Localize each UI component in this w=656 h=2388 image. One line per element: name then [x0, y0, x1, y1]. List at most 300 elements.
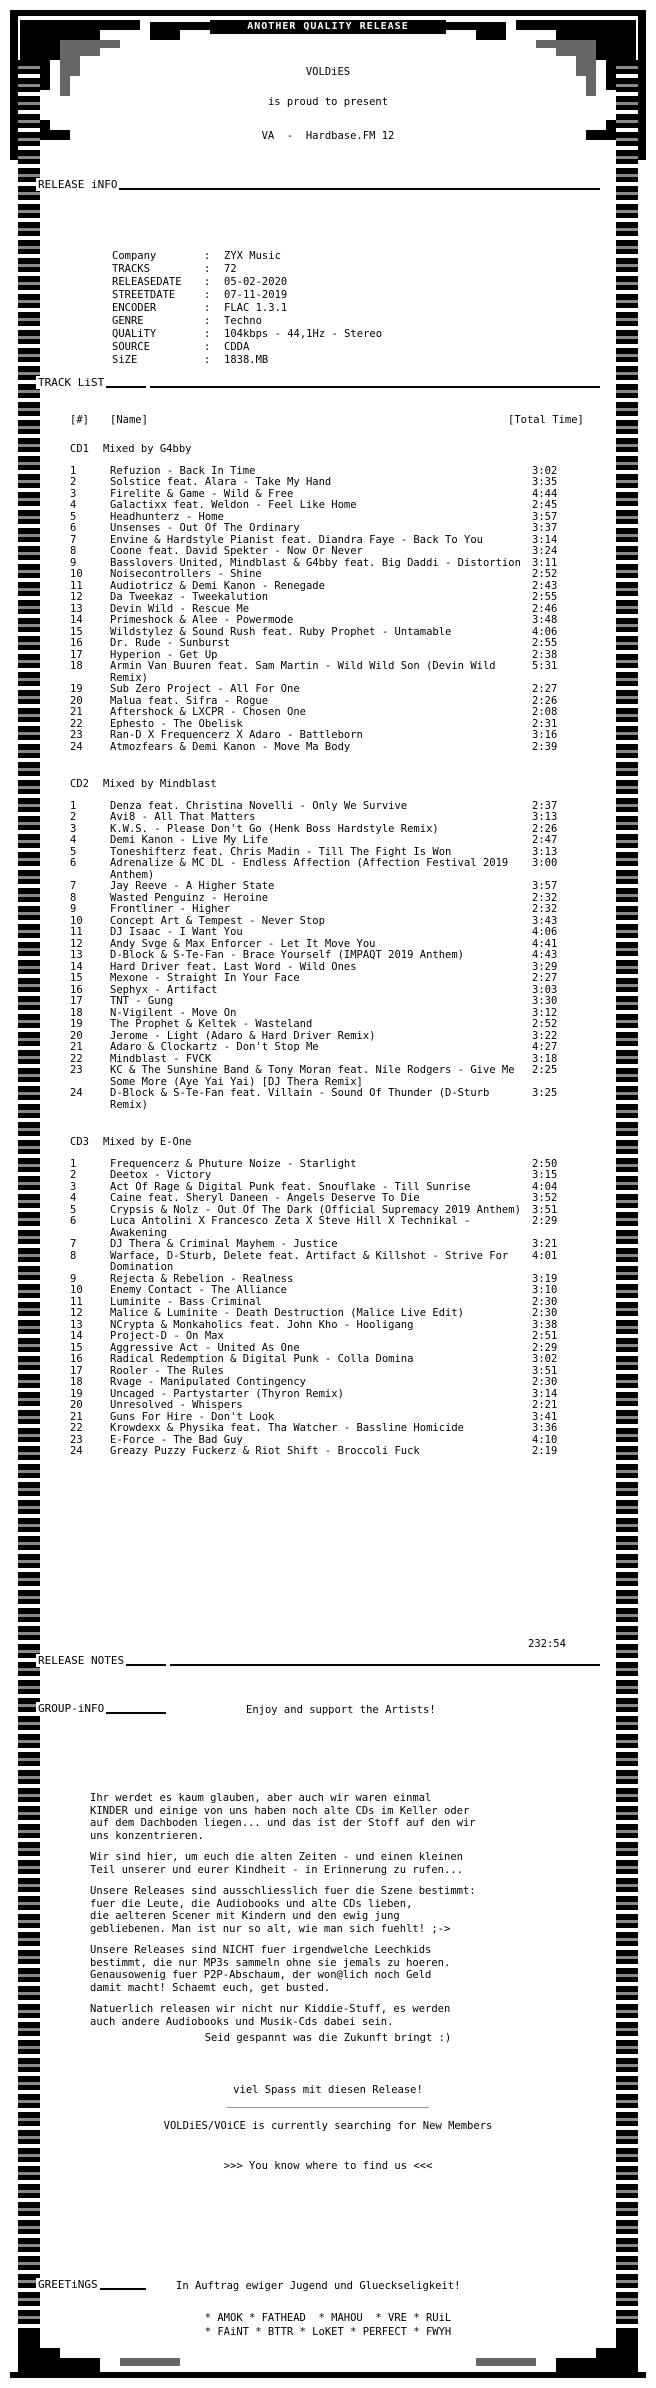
track-row: [70, 1088, 580, 1111]
track-title: Primeshock & Alee - Powermode: [110, 614, 294, 626]
track-number: 4: [70, 1192, 77, 1204]
track-title: Adrenalize & MC DL - Endless Affection (Affection Festival 2019 Anthem): [110, 857, 509, 881]
group-tagline: Enjoy and support the Artists!: [246, 1704, 436, 1716]
spacer: [70, 1111, 580, 1123]
track-title: The Prophet & Keltek - Wasteland: [110, 1018, 313, 1030]
divider: [150, 386, 600, 388]
release-info-key: SiZE: [112, 354, 138, 366]
track-row: [70, 1019, 580, 1031]
track-duration: 3:18: [532, 1052, 558, 1065]
notes-paragraph: Unsere Releases sind NICHT fuer irgendwelche Leechkids bestimmt, die nur MP3s sammeln ohne sie jemals zu hoeren. Genausowenig fuer P2P-Abschaum, der won@lich noch Geld damit macht! Schaemt euch, get busted.: [90, 1944, 451, 1994]
track-title: Act Of Rage & Digital Punk feat. Snouflake - Till Sunrise: [110, 1180, 471, 1193]
track-number: 3: [70, 822, 77, 835]
track-duration: 2:45: [532, 499, 558, 511]
track-duration: 2:39: [532, 740, 558, 753]
track-duration: 3:14: [532, 533, 558, 546]
track-number: 15: [70, 625, 83, 638]
track-duration: 2:37: [532, 799, 558, 812]
track-title: Luminite - Bass Criminal: [110, 1295, 262, 1308]
track-title: Crypsis & Nolz - Out Of The Dark (Official Supremacy 2019 Anthem): [110, 1203, 521, 1216]
track-duration: 2:55: [532, 637, 558, 649]
track-number: 15: [70, 1341, 83, 1354]
track-row: [70, 1251, 580, 1274]
track-duration: 3:02: [532, 464, 558, 477]
track-number: 23: [70, 729, 83, 741]
track-number: 2: [70, 811, 77, 823]
cd-id: CD2: [70, 778, 89, 790]
track-row: [70, 858, 580, 881]
track-row: [70, 1308, 580, 1320]
cd-mixed-by: Mixed by E-One: [102, 1136, 192, 1148]
banner: ANOTHER QUALITY RELEASE: [210, 20, 446, 34]
track-title: D-Block & S-Te-Fan feat. Villain - Sound Of Thunder (D-Sturb Remix): [110, 1087, 490, 1111]
group-name: VOLDiES: [305, 66, 351, 78]
track-title: Unsenses - Out Of The Ordinary: [110, 522, 300, 534]
track-number: 8: [70, 545, 77, 557]
track-title: Da Tweekaz - Tweekalution: [110, 591, 269, 603]
track-title: Armin Van Buuren feat. Sam Martin - Wild Wild Son (Devin Wild Remix): [110, 660, 496, 684]
release-info-row: [112, 276, 382, 289]
track-title: Rooler - The Rules: [110, 1364, 224, 1377]
track-title: Wildstylez & Sound Rush feat. Ruby Prophet - Untamable: [110, 625, 452, 638]
track-duration: 2:32: [532, 891, 558, 904]
track-number: 10: [70, 1284, 83, 1296]
release-info-row: [112, 302, 382, 315]
track-title: Greazy Puzzy Fuckerz & Riot Shift - Broccoli Fuck: [110, 1445, 420, 1457]
track-duration: 3:52: [532, 1192, 558, 1204]
track-duration: 2:38: [532, 648, 558, 661]
track-title: Galactixx feat. Weldon - Feel Like Home: [110, 499, 357, 511]
track-row: [70, 1170, 580, 1182]
track-title: Toneshifterz feat. Chris Madin - Till The Fight Is Won: [110, 845, 452, 858]
track-number: 14: [70, 960, 83, 973]
track-number: 23: [70, 1064, 83, 1076]
track-duration: 2:52: [532, 1018, 558, 1030]
track-duration: 3:48: [532, 614, 558, 626]
track-row: [70, 973, 580, 985]
track-title: Enemy Contact - The Alliance: [110, 1284, 288, 1296]
track-duration: 2:31: [532, 717, 558, 730]
release-info-row: [112, 341, 382, 354]
track-row: [70, 950, 580, 962]
track-number: 5: [70, 510, 77, 523]
track-duration: 2:51: [532, 1330, 558, 1342]
release-info-table: [112, 250, 382, 367]
track-duration: 3:11: [532, 556, 558, 569]
track-title: TNT - Gung: [110, 995, 174, 1007]
track-duration: 2:30: [532, 1307, 558, 1319]
track-row: [70, 927, 580, 939]
separator: :: [204, 302, 211, 314]
track-number: 23: [70, 1433, 83, 1446]
track-number: 13: [70, 602, 83, 615]
release-info-key: GENRE: [112, 315, 144, 327]
track-number: 20: [70, 1399, 83, 1411]
track-title: Hard Driver feat. Last Word - Wild Ones: [110, 960, 357, 973]
separator: :: [204, 341, 211, 353]
track-duration: 2:52: [532, 568, 558, 580]
track-number: 24: [70, 1087, 83, 1099]
track-title: Headhunterz - Home: [110, 510, 224, 523]
track-title: Uncaged - Partystarter (Thyron Remix): [110, 1387, 344, 1400]
track-number: 14: [70, 614, 83, 626]
track-number: 16: [70, 1353, 83, 1365]
track-duration: 5:31: [532, 660, 558, 672]
track-title: Envine & Hardstyle Pianist feat. Diandra Faye - Back To You: [110, 533, 483, 546]
release-info-row: [112, 354, 382, 367]
track-number: 17: [70, 995, 83, 1007]
track-title: Project-D - On Max: [110, 1330, 224, 1342]
track-title: K.W.S. - Please Don't Go (Henk Boss Hardstyle Remix): [110, 822, 439, 835]
track-number: 12: [70, 591, 83, 603]
track-title: Refuzion - Back In Time: [110, 464, 256, 477]
track-duration: 2:46: [532, 602, 558, 615]
cd-mixed-by: Mixed by G4bby: [102, 443, 192, 455]
track-row: [70, 1446, 580, 1458]
track-title: NCrypta & Monkaholics feat. John Kho - Hooligang: [110, 1318, 414, 1331]
track-title: Caine feat. Sheryl Daneen - Angels Deserve To Die: [110, 1192, 420, 1204]
notes-paragraph: Wir sind hier, um euch die alten Zeiten - und einen kleinen Teil unserer und eurer Kindheit - in Erinnerung zu rufen...: [90, 1851, 463, 1876]
track-duration: 3:35: [532, 476, 558, 488]
track-duration: 3:29: [532, 960, 558, 973]
track-duration: 2:29: [532, 1341, 558, 1354]
release-info-value: CDDA: [224, 341, 250, 353]
track-number: 11: [70, 926, 83, 938]
release-info-key: RELEASEDATE: [112, 276, 182, 288]
notes-paragraph: Unsere Releases sind ausschliesslich fuer die Szene bestimmt: fuer die Leute, die Audiobooks und alte CDs lieben, die aelteren Scener mit Kindern und den ewig jung gebliebenen. Man ist nur so alt, wie man sich fuehlt! ;->: [90, 1885, 476, 1935]
track-number: 10: [70, 568, 83, 580]
track-number: 21: [70, 1041, 83, 1053]
track-row: [70, 546, 580, 558]
track-duration: 2:25: [532, 1064, 558, 1076]
track-duration: 3:41: [532, 1410, 558, 1423]
track-duration: 3:36: [532, 1422, 558, 1434]
track-number: 12: [70, 1307, 83, 1319]
track-number: 14: [70, 1330, 83, 1342]
track-title: Radical Redemption & Digital Punk - Colla Domina: [110, 1353, 414, 1365]
track-title: Frontliner - Higher: [110, 903, 231, 915]
track-title: Solstice feat. Alara - Take My Hand: [110, 476, 332, 488]
track-duration: 3:16: [532, 729, 558, 741]
track-row: [70, 1239, 580, 1251]
track-number: 22: [70, 1052, 83, 1065]
cd-id: CD1: [70, 443, 89, 455]
right-border: [616, 60, 638, 2348]
release-title: VA - Hardbase.FM 12: [261, 130, 395, 142]
track-duration: 4:44: [532, 487, 558, 500]
track-duration: 2:47: [532, 834, 558, 846]
track-duration: 3:14: [532, 1387, 558, 1400]
fun-line: viel Spass mit diesen Release!: [233, 2084, 423, 2096]
col-name-header: [Name]: [110, 414, 148, 426]
track-row: [70, 684, 580, 696]
track-number: 22: [70, 717, 83, 730]
track-duration: 3:24: [532, 545, 558, 557]
section-greetings: GREETiNGS: [38, 2278, 98, 2291]
track-title: Avi8 - All That Matters: [110, 811, 256, 823]
track-number: 5: [70, 1203, 77, 1216]
track-number: 18: [70, 660, 83, 672]
track-duration: 4:06: [532, 625, 558, 638]
track-row: [70, 812, 580, 824]
track-duration: 2:26: [532, 694, 558, 707]
track-row: [70, 904, 580, 916]
track-number: 3: [70, 487, 77, 500]
track-duration: 3:51: [532, 1203, 558, 1216]
separator: :: [204, 315, 211, 327]
track-number: 7: [70, 880, 77, 892]
track-title: Malua feat. Sifra - Rogue: [110, 694, 269, 707]
total-time: 232:54: [528, 1638, 566, 1650]
track-row: [70, 615, 580, 627]
track-number: 5: [70, 845, 77, 858]
cd-id: CD3: [70, 1136, 89, 1148]
track-title: Dr. Rude - Sunburst: [110, 637, 231, 649]
track-duration: 3:12: [532, 1006, 558, 1019]
track-title: DJ Thera & Criminal Mayhem - Justice: [110, 1238, 338, 1250]
track-row: [70, 523, 580, 535]
track-duration: 4:27: [532, 1041, 558, 1053]
separator: :: [204, 289, 211, 301]
track-title: Basslovers United, Mindblast & G4bby feat. Big Daddi - Distortion: [110, 556, 521, 569]
track-duration: 4:10: [532, 1433, 558, 1446]
release-info-value: 72: [224, 263, 237, 275]
track-duration: 2:30: [532, 1295, 558, 1308]
track-title: Sephyx - Artifact: [110, 983, 218, 996]
track-title: Frequencerz & Phuture Noize - Starlight: [110, 1157, 357, 1170]
left-border: [18, 60, 40, 2348]
track-duration: 3:13: [532, 811, 558, 823]
release-info-key: TRACKS: [112, 263, 150, 275]
track-duration: 3:02: [532, 1353, 558, 1365]
track-number: 11: [70, 579, 83, 592]
track-number: 1: [70, 1157, 77, 1170]
track-number: 2: [70, 476, 77, 488]
track-number: 17: [70, 648, 83, 661]
track-row: [70, 1331, 580, 1343]
track-duration: 3:21: [532, 1238, 558, 1250]
track-row: [70, 707, 580, 719]
track-title: Malice & Luminite - Death Destruction (Malice Live Edit): [110, 1307, 465, 1319]
release-info-value: Techno: [224, 315, 262, 327]
track-number: 4: [70, 499, 77, 511]
track-duration: 2:19: [532, 1445, 558, 1457]
track-duration: 2:21: [532, 1399, 558, 1411]
track-title: Wasted Penguinz - Heroine: [110, 891, 269, 904]
track-number: 13: [70, 1318, 83, 1331]
track-number: 8: [70, 1249, 77, 1262]
track-duration: 2:27: [532, 972, 558, 984]
track-duration: 2:27: [532, 683, 558, 695]
col-total-header: [Total Time]: [508, 414, 584, 426]
track-number: 1: [70, 464, 77, 477]
track-duration: 3:37: [532, 522, 558, 534]
track-row: [70, 835, 580, 847]
track-title: D-Block & S-Te-Fan - Brace Yourself (IMPAQT 2019 Anthem): [110, 949, 465, 961]
release-info-row: [112, 328, 382, 341]
track-row: [70, 1354, 580, 1366]
section-group-info: GROUP-iNFO: [38, 1702, 105, 1715]
track-title: KC & The Sunshine Band & Tony Moran feat. Nile Rodgers - Give Me Some More (Aye Yai Yai) [DJ Thera Remix]: [110, 1064, 515, 1088]
track-number: 16: [70, 637, 83, 649]
track-number: 17: [70, 1364, 83, 1377]
cd-header: [70, 1137, 580, 1149]
track-title: Demi Kanon - Live My Life: [110, 834, 269, 846]
track-title: Rejecta & Rebelion - Realness: [110, 1272, 294, 1285]
track-title: Aftershock & LXCPR - Chosen One: [110, 706, 306, 718]
divider: [160, 188, 600, 190]
track-duration: 3:00: [532, 857, 558, 869]
track-duration: 2:50: [532, 1157, 558, 1170]
track-duration: 3:22: [532, 1029, 558, 1042]
track-number: 19: [70, 683, 83, 695]
track-duration: 4:06: [532, 926, 558, 938]
track-number: 6: [70, 1215, 77, 1227]
track-title: Hyperion - Get Up: [110, 648, 218, 661]
notes-paragraph: Natuerlich releasen wir nicht nur Kiddie-Stuff, es werden auch andere Audiobooks und Musik-Cds dabei sein.: [90, 2003, 451, 2028]
release-info-value: 1838.MB: [224, 354, 269, 366]
track-duration: 2:08: [532, 706, 558, 718]
track-duration: 2:29: [532, 1215, 558, 1227]
track-duration: 3:19: [532, 1272, 558, 1285]
release-info-value: 05-02-2020: [224, 276, 288, 288]
track-duration: 2:30: [532, 1376, 558, 1388]
track-number: 13: [70, 949, 83, 961]
track-number: 9: [70, 556, 77, 569]
track-duration: 4:04: [532, 1180, 558, 1193]
track-number: 6: [70, 522, 77, 534]
track-number: 1: [70, 799, 77, 812]
track-title: Ephesto - The Obelisk: [110, 717, 243, 730]
track-title: Krowdexx & Physika feat. Tha Watcher - Bassline Homicide: [110, 1422, 465, 1434]
track-row: [70, 638, 580, 650]
track-title: Guns For Hire - Don't Look: [110, 1410, 275, 1423]
track-duration: 3:25: [532, 1087, 558, 1099]
track-title: Andy Svge & Max Enforcer - Let It Move You: [110, 937, 376, 950]
track-row: [70, 569, 580, 581]
greetings-line-1: * AMOK * FATHEAD * MAHOU * VRE * RUiL: [204, 2312, 452, 2324]
track-row: [70, 500, 580, 512]
release-info-value: FLAC 1.3.1: [224, 302, 288, 314]
release-info-key: ENCODER: [112, 302, 157, 314]
track-number: 19: [70, 1387, 83, 1400]
track-number: 18: [70, 1006, 83, 1019]
track-title: Noisecontrollers - Shine: [110, 568, 262, 580]
track-number: 7: [70, 1238, 77, 1250]
greetings-tagline: In Auftrag ewiger Jugend und Glueckseligkeit!: [176, 2280, 461, 2292]
track-duration: 3:03: [532, 983, 558, 996]
track-number: 11: [70, 1295, 83, 1308]
rule-line: ________________________________: [226, 2096, 430, 2108]
track-title: Unresolved - Whispers: [110, 1399, 243, 1411]
release-info-value: 104kbps - 44,1Hz - Stereo: [224, 328, 383, 340]
track-title: Firelite & Game - Wild & Free: [110, 487, 294, 500]
track-title: Ran-D X Frequencerz X Adaro - Battleborn: [110, 729, 363, 741]
track-title: Deetox - Victory: [110, 1169, 212, 1181]
track-duration: 2:32: [532, 903, 558, 915]
release-info-value: ZYX Music: [224, 250, 281, 262]
track-duration: 3:13: [532, 845, 558, 858]
track-row: [70, 730, 580, 742]
track-title: Atmozfears & Demi Kanon - Move Ma Body: [110, 740, 351, 753]
track-number: 3: [70, 1180, 77, 1193]
cd-mixed-by: Mixed by Mindblast: [102, 778, 217, 790]
separator: :: [204, 263, 211, 275]
track-title: Rvage - Manipulated Contingency: [110, 1376, 306, 1388]
searching-line: VOLDiES/VOiCE is currently searching for New Members: [163, 2120, 493, 2132]
track-row: [70, 1193, 580, 1205]
release-info-key: STREETDATE: [112, 289, 176, 301]
release-info-value: 07-11-2019: [224, 289, 288, 301]
divider: [170, 1664, 600, 1666]
track-number: 4: [70, 834, 77, 846]
track-title: Devin Wild - Rescue Me: [110, 602, 250, 615]
track-duration: 3:10: [532, 1284, 558, 1296]
track-number: 24: [70, 1445, 83, 1457]
track-title: DJ Isaac - I Want You: [110, 926, 243, 938]
spacer: [70, 1458, 580, 1470]
track-title: Luca Antolini X Francesco Zeta X Steve Hill X Technikal - Awakening: [110, 1215, 471, 1239]
notes-paragraph: Ihr werdet es kaum glauben, aber auch wir waren einmal KINDER und einige von uns haben noch alte CDs im Keller oder auf dem Dachboden liegen... und das ist der Stoff auf den wir uns konzentrieren.: [90, 1792, 476, 1842]
release-info-key: QUALiTY: [112, 328, 157, 340]
track-number: 6: [70, 857, 77, 869]
track-number: 2: [70, 1169, 77, 1181]
track-duration: 3:51: [532, 1364, 558, 1377]
track-number: 8: [70, 891, 77, 904]
track-title: Mindblast - FVCK: [110, 1052, 212, 1065]
track-number: 16: [70, 983, 83, 996]
section-release-notes: RELEASE NOTES: [38, 1654, 125, 1667]
track-title: Concept Art & Tempest - Never Stop: [110, 914, 325, 927]
greetings-line-2: * FAiNT * BTTR * LoKET * PERFECT * FWYH: [204, 2326, 452, 2338]
track-row: [70, 1065, 580, 1088]
track-number: 20: [70, 1029, 83, 1042]
track-number: 24: [70, 740, 83, 753]
separator: :: [204, 276, 211, 288]
track-number: 18: [70, 1376, 83, 1388]
track-duration: 3:57: [532, 880, 558, 892]
track-title: Jay Reeve - A Higher State: [110, 880, 275, 892]
track-duration: 2:55: [532, 591, 558, 603]
track-title: Sub Zero Project - All For One: [110, 683, 300, 695]
col-num-header: [#]: [70, 414, 89, 426]
track-list: [70, 430, 580, 1470]
track-row: [70, 1423, 580, 1435]
track-duration: 2:26: [532, 822, 558, 835]
separator: :: [204, 354, 211, 366]
separator: :: [204, 250, 211, 262]
track-duration: 4:01: [532, 1249, 558, 1262]
group-notes: [90, 1792, 570, 2037]
track-number: 21: [70, 706, 83, 718]
track-row: [70, 742, 580, 754]
section-release-info: RELEASE iNFO: [38, 178, 118, 191]
track-row: [70, 1216, 580, 1239]
track-duration: 3:30: [532, 995, 558, 1007]
track-title: Audiotricz & Demi Kanon - Renegade: [110, 579, 325, 592]
track-title: Jerome - Light (Adaro & Hard Driver Remix): [110, 1029, 376, 1042]
release-info-row: [112, 263, 382, 276]
track-duration: 2:43: [532, 579, 558, 592]
track-number: 9: [70, 1272, 77, 1285]
track-number: 22: [70, 1422, 83, 1434]
track-number: 20: [70, 694, 83, 707]
track-number: 9: [70, 903, 77, 915]
track-number: 15: [70, 972, 83, 984]
track-row: [70, 592, 580, 604]
track-duration: 3:38: [532, 1318, 558, 1331]
track-duration: 4:43: [532, 949, 558, 961]
